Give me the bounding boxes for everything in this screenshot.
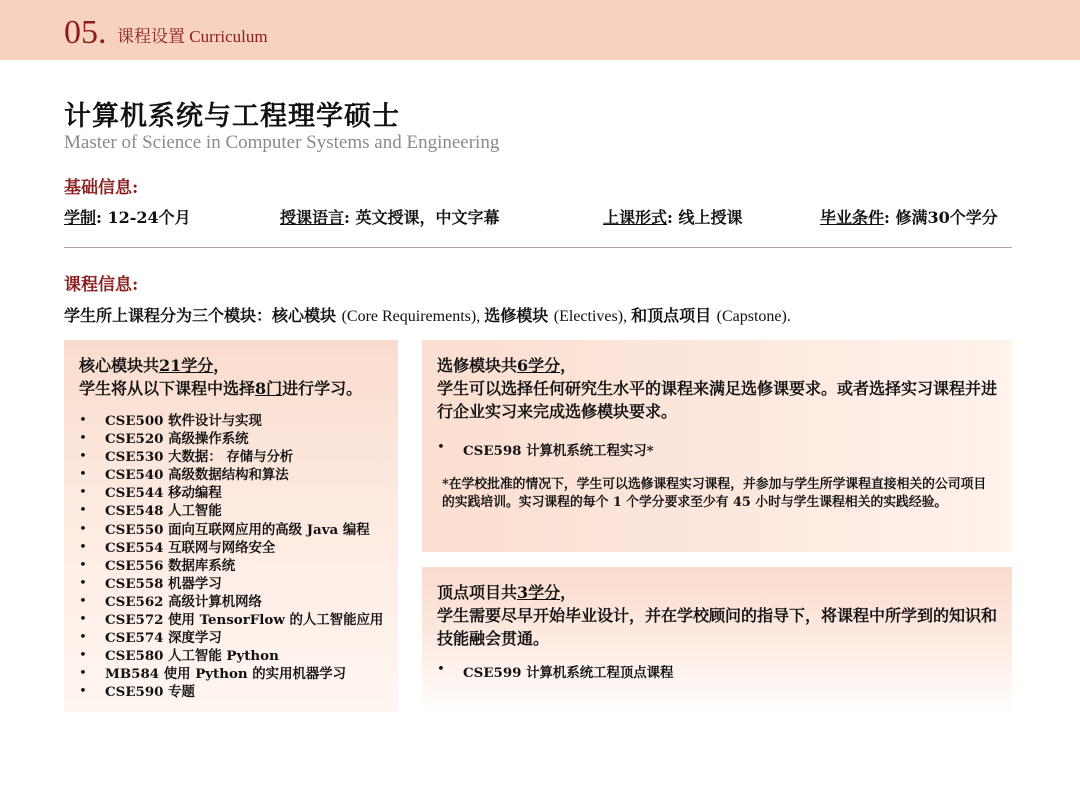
course-item: • CSE550 面向互联网应用的高级 Java 编程	[79, 521, 383, 539]
basic-info-label: 基础信息:	[64, 178, 139, 198]
intro-en-1: (Core Requirements),	[341, 308, 485, 325]
course-item: • CSE520 高级操作系统	[79, 430, 383, 448]
core-module-heading	[79, 354, 384, 400]
section-number: 05.	[64, 14, 107, 51]
course-item: • CSE574 深度学习	[79, 629, 383, 647]
core-head-punct: ，	[213, 356, 230, 375]
info-duration	[64, 205, 191, 228]
capstone-head-punct: ，	[560, 583, 577, 602]
capstone-credits: 3学分	[517, 583, 561, 602]
capstone-heading	[437, 581, 998, 650]
section-divider	[64, 247, 1012, 248]
info-duration-value: 12-24个月	[107, 208, 191, 227]
electives-heading	[437, 354, 998, 423]
info-language-sep: :	[344, 208, 350, 227]
capstone-head-text: 顶点项目共	[437, 583, 518, 602]
course-item: • CSE544 移动编程	[79, 484, 383, 502]
info-graduation-key: 毕业条件	[820, 208, 885, 227]
course-item: • CSE554 互联网与网络安全	[79, 539, 383, 557]
course-item: • CSE548 人工智能	[79, 502, 383, 520]
info-language	[280, 205, 500, 228]
core-module-card	[64, 340, 398, 712]
program-title-english: Master of Science in Computer Systems and Engineering	[64, 132, 500, 153]
core-course-count: 8门	[255, 379, 283, 398]
capstone-module-card	[422, 567, 1012, 717]
course-item: • CSE558 机器学习	[79, 575, 383, 593]
course-item: • CSE556 数据库系统	[79, 557, 383, 575]
capstone-course-item: • CSE599 计算机系统工程顶点课程	[437, 662, 673, 681]
intro-en-2: (Electives),	[553, 308, 632, 325]
info-format	[603, 205, 743, 228]
intro-text-2: 选修模块	[484, 306, 554, 325]
course-item: • CSE562 高级计算机网络	[79, 593, 383, 611]
info-format-key: 上课形式	[603, 208, 668, 227]
electives-module-card	[422, 340, 1012, 552]
course-item: • CSE590 专题	[79, 683, 383, 701]
info-duration-key: 学制	[64, 208, 97, 227]
course-item: • CSE540 高级数据结构和算法	[79, 466, 383, 484]
electives-head-text: 选修模块共	[437, 356, 518, 375]
intro-text-1: 学生所上课程分为三个模块：核心模块	[64, 306, 342, 325]
info-graduation-value: 修满30个学分	[895, 208, 998, 227]
electives-credits: 6学分	[517, 356, 561, 375]
program-title: 计算机系统与工程理学硕士	[64, 101, 400, 132]
info-language-key: 授课语言	[280, 208, 345, 227]
electives-course-item: • CSE598 计算机系统工程实习*	[437, 440, 654, 459]
info-graduation-sep: :	[884, 208, 890, 227]
core-course-list	[79, 412, 383, 702]
electives-description: 学生可以选择任何研究生水平的课程来满足选修课要求。或者选择实习课程并进行企业实习来完成选修模块要求。	[437, 379, 998, 421]
electives-note: *在学校批准的情况下，学生可以选修课程实习课程，并参加与学生所学课程直接相关的公司项目的实践培训。实习课程的每个 1 个学分要求至少有 45 小时与学生课程相关的实践经验。	[442, 477, 987, 510]
course-item: • CSE572 使用 TensorFlow 的人工智能应用	[79, 611, 383, 629]
info-format-value: 线上授课	[678, 208, 743, 227]
course-item: • CSE580 人工智能 Python	[79, 647, 383, 665]
core-line2-text: 学生将从以下课程中选择	[79, 379, 256, 398]
core-line2-end: 进行学习。	[282, 379, 363, 398]
course-item: • CSE500 软件设计与实现	[79, 412, 383, 430]
core-head-text: 核心模块共	[79, 356, 160, 375]
info-format-sep: :	[667, 208, 673, 227]
course-info-label: 课程信息:	[64, 275, 139, 295]
capstone-description: 学生需要尽早开始毕业设计，并在学校顾问的指导下，将课程中所学到的知识和技能融会贯通。	[437, 606, 998, 648]
info-graduation	[820, 205, 998, 228]
info-duration-sep: :	[96, 208, 102, 227]
intro-en-3: (Capstone).	[716, 308, 791, 325]
info-language-value: 英文授课，中文字幕	[355, 208, 500, 227]
section-title: 课程设置 Curriculum	[117, 27, 268, 46]
core-credits: 21学分	[159, 356, 214, 375]
course-item: • MB584 使用 Python 的实用机器学习	[79, 665, 383, 683]
intro-text-3: 和顶点项目	[631, 306, 717, 325]
electives-head-punct: ，	[560, 356, 577, 375]
section-header-bar	[0, 0, 1080, 60]
course-item: • CSE530 大数据： 存储与分析	[79, 448, 383, 466]
course-intro	[64, 303, 791, 326]
